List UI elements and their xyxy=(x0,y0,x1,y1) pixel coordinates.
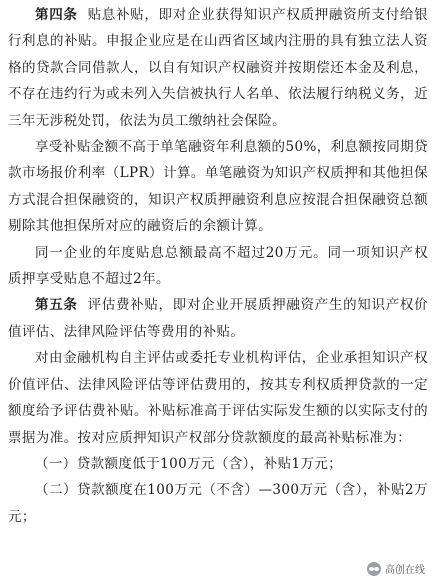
watermark xyxy=(364,560,428,577)
subsidy-tier-1: （一）贷款额度低于100万元（含），补贴1万元； xyxy=(35,455,343,472)
subsidy-tier-2: （二）贷款额度在100万元（不含）—300万元（含），补贴2万元； xyxy=(8,482,428,525)
article-5-heading: 第五条 xyxy=(35,297,78,314)
watermark-label: 高创在线 xyxy=(385,565,425,576)
article-4-heading: 第四条 xyxy=(35,7,78,23)
article-4-body: 贴息补贴，即对企业获得知识产权质押融资所支付给银行利息的补贴。申报企业应是在山西省区域内注册的具有独立法人资格的贷款合同借款人，以自有知识产权融资并按期偿还本金及利息，不存在违约行为或未列入失信被执行人名单、依法履行纳税义务，近三年无涉税处罚，依法为员工缴纳社会保险。 xyxy=(8,7,428,129)
article-5-paragraph xyxy=(8,292,428,345)
evaluation-fee-paragraph: 对由金融机构自主评估或委托专业机构评估，企业承担知识产权价值评估、法律风险评估等评估费用的，按其专利权质押贷款的一定额度给予评估费补贴。补贴标准高于评估实际发生额的以实际支付的票据为准。按对应质押知识产权部分贷款额度的最高补贴标准为： xyxy=(8,350,428,446)
subsidy-amount-paragraph: 享受补贴金额不高于单笔融资年利息额的50%，利息额按同期贷款市场报价利率（LPR）计算。单笔融资为知识产权质押和其他担保方式混合担保融资的，知识产权质押融资利息应按混合担保融资总额剔除其他担保所对应的融资后的余额计算。 xyxy=(8,139,428,235)
annual-cap-paragraph: 同一企业的年度贴息总额最高不超过20万元。同一项知识产权质押享受贴息不超过2年。 xyxy=(8,244,428,288)
article-4-paragraph xyxy=(8,2,428,134)
document-page xyxy=(8,2,428,530)
article-5-body: 评估费补贴，即对企业开展质押融资产生的知识产权价值评估、法律风险评估等费用的补贴。 xyxy=(8,297,428,340)
wechat-icon xyxy=(367,562,381,576)
